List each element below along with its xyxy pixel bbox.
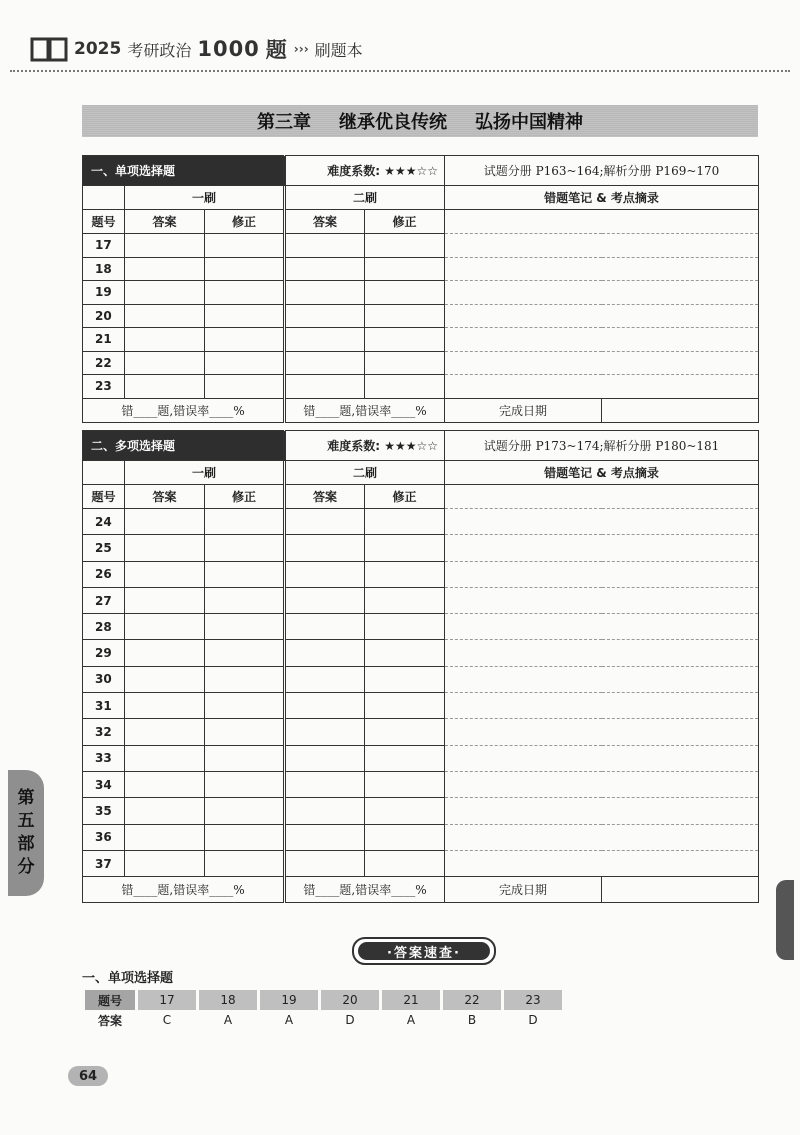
answer-question-number: 20 — [321, 990, 379, 1010]
answer-cell-second[interactable] — [285, 850, 365, 876]
side-tab-char: 部 — [17, 834, 35, 854]
correction-cell[interactable] — [205, 257, 285, 281]
question-number: 21 — [83, 328, 125, 352]
chapter-title-bar — [82, 105, 758, 137]
header-year: 2025 — [74, 39, 122, 59]
error-rate-second: 错____题,错误率____% — [285, 877, 445, 903]
notes-line[interactable] — [445, 210, 759, 234]
chapter-number: 第三章 — [257, 112, 311, 133]
error-rate-second: 错____题,错误率____% — [285, 398, 445, 422]
correction-cell-second[interactable] — [365, 640, 445, 666]
notes-line[interactable] — [445, 509, 759, 535]
header-ti: 题 — [265, 38, 288, 62]
answer-cell-second[interactable] — [285, 666, 365, 692]
correction-cell[interactable] — [205, 561, 285, 587]
notes-line[interactable] — [445, 587, 759, 613]
table-row — [83, 351, 759, 375]
correction-cell-second[interactable] — [365, 798, 445, 824]
chapter-title: 继承优良传统 — [339, 112, 447, 133]
correction-cell-second[interactable] — [365, 257, 445, 281]
answer-cell-second[interactable] — [285, 719, 365, 745]
answer-cell-second[interactable] — [285, 535, 365, 561]
notes-line[interactable] — [445, 234, 759, 258]
correction-cell-second[interactable] — [365, 561, 445, 587]
error-rate-first: 错____题,错误率____% — [83, 877, 285, 903]
answer-value: A — [406, 1013, 416, 1027]
header-thousand: 1000 — [197, 37, 260, 61]
notes-line[interactable] — [445, 824, 759, 850]
answer-cell-second[interactable] — [285, 509, 365, 535]
correction-cell[interactable] — [205, 719, 285, 745]
book-icon — [30, 36, 68, 62]
correction-cell[interactable] — [205, 614, 285, 640]
side-tab-char: 分 — [17, 857, 35, 877]
notes-line[interactable] — [445, 745, 759, 771]
question-number: 23 — [83, 375, 125, 399]
notes-line[interactable] — [445, 485, 759, 509]
difficulty-rating: 难度系数: ★★★☆☆ — [285, 431, 445, 461]
correction-cell[interactable] — [205, 281, 285, 305]
answer-cell-second[interactable] — [285, 351, 365, 375]
question-number: 28 — [83, 614, 125, 640]
answer-row-label-answer: 答案 — [97, 1013, 122, 1028]
page-references: 试题分册 P163~164;解析分册 P169~170 — [445, 156, 759, 186]
correction-cell[interactable] — [205, 693, 285, 719]
answer-cell[interactable] — [125, 257, 205, 281]
answer-header-second: 答案 — [285, 485, 365, 509]
answer-table — [82, 990, 565, 1030]
correction-cell[interactable] — [205, 535, 285, 561]
question-number: 24 — [83, 509, 125, 535]
correction-cell[interactable] — [205, 850, 285, 876]
question-number: 34 — [83, 771, 125, 797]
correction-cell-second[interactable] — [365, 351, 445, 375]
answer-cell[interactable] — [125, 640, 205, 666]
second-pass-header: 二刷 — [285, 186, 445, 210]
correction-cell[interactable] — [205, 771, 285, 797]
answer-cell[interactable] — [125, 351, 205, 375]
part-side-tab — [8, 770, 44, 896]
answer-cell[interactable] — [125, 824, 205, 850]
answer-cell-second[interactable] — [285, 745, 365, 771]
notes-line[interactable] — [445, 375, 759, 399]
answer-section-title: 一、单项选择题 — [82, 971, 174, 986]
answer-value: D — [345, 1013, 355, 1027]
question-number: 35 — [83, 798, 125, 824]
answer-value: D — [528, 1013, 538, 1027]
notes-line[interactable] — [445, 719, 759, 745]
chapter-subtitle: 弘扬中国精神 — [475, 112, 583, 133]
practice-sheet-multiple-choice — [82, 430, 759, 903]
correction-cell[interactable] — [205, 798, 285, 824]
question-number: 37 — [83, 850, 125, 876]
answer-question-number: 22 — [443, 990, 501, 1010]
side-tab-char: 第 — [17, 788, 35, 808]
question-number: 33 — [83, 745, 125, 771]
answer-cell[interactable] — [125, 771, 205, 797]
answer-cell[interactable] — [125, 614, 205, 640]
page-number: 64 — [68, 1066, 108, 1086]
answer-cell[interactable] — [125, 587, 205, 613]
answer-value: A — [284, 1013, 294, 1027]
table-row — [83, 587, 759, 613]
question-number: 32 — [83, 719, 125, 745]
running-header — [30, 34, 363, 64]
table-row — [83, 824, 759, 850]
answer-row-label-no: 题号 — [85, 990, 135, 1010]
answer-cell[interactable] — [125, 509, 205, 535]
second-pass-header: 二刷 — [285, 461, 445, 485]
answer-cell[interactable] — [125, 281, 205, 305]
answer-cell[interactable] — [125, 693, 205, 719]
page-edge-mark — [776, 880, 794, 960]
table-row — [83, 666, 759, 692]
correction-cell-second[interactable] — [365, 824, 445, 850]
correction-header-second: 修正 — [365, 485, 445, 509]
answer-cell[interactable] — [125, 745, 205, 771]
answer-question-number: 18 — [199, 990, 257, 1010]
answer-lookup-label: ·答案速查· — [358, 942, 490, 960]
table-row — [83, 375, 759, 399]
notes-line[interactable] — [445, 535, 759, 561]
answer-cell-second[interactable] — [285, 587, 365, 613]
table-row — [83, 614, 759, 640]
answer-question-number: 17 — [138, 990, 196, 1010]
answer-cell[interactable] — [125, 535, 205, 561]
answer-question-number: 19 — [260, 990, 318, 1010]
correction-cell[interactable] — [205, 824, 285, 850]
table-row — [83, 850, 759, 876]
notes-line[interactable] — [445, 561, 759, 587]
question-number-header: 题号 — [83, 210, 125, 234]
chevrons-icon: ››› — [293, 42, 309, 56]
question-number: 31 — [83, 693, 125, 719]
notes-line[interactable] — [445, 850, 759, 876]
answer-cell[interactable] — [125, 304, 205, 328]
answer-value: A — [223, 1013, 233, 1027]
answer-cell[interactable] — [125, 719, 205, 745]
correction-cell[interactable] — [205, 745, 285, 771]
answer-cell-second[interactable] — [285, 304, 365, 328]
notes-line[interactable] — [445, 304, 759, 328]
answer-cell-second[interactable] — [285, 234, 365, 258]
answer-cell[interactable] — [125, 798, 205, 824]
answer-cell-second[interactable] — [285, 257, 365, 281]
correction-cell-second[interactable] — [365, 587, 445, 613]
answer-cell[interactable] — [125, 328, 205, 352]
answer-question-number: 21 — [382, 990, 440, 1010]
table-row — [83, 281, 759, 305]
correction-header: 修正 — [205, 485, 285, 509]
notes-line[interactable] — [445, 798, 759, 824]
correction-cell-second[interactable] — [365, 771, 445, 797]
difficulty-rating: 难度系数: ★★★☆☆ — [285, 156, 445, 186]
answer-header: 答案 — [125, 210, 205, 234]
notes-line[interactable] — [445, 351, 759, 375]
notes-line[interactable] — [445, 257, 759, 281]
question-number: 30 — [83, 666, 125, 692]
table-row — [83, 535, 759, 561]
correction-cell-second[interactable] — [365, 693, 445, 719]
table-row — [83, 328, 759, 352]
correction-cell[interactable] — [205, 304, 285, 328]
answer-header: 答案 — [125, 485, 205, 509]
header-divider — [10, 70, 790, 72]
side-tab-char: 五 — [17, 811, 35, 831]
answer-cell-second[interactable] — [285, 771, 365, 797]
notes-line[interactable] — [445, 281, 759, 305]
notes-line[interactable] — [445, 666, 759, 692]
notes-line[interactable] — [445, 614, 759, 640]
correction-cell[interactable] — [205, 587, 285, 613]
question-number: 18 — [83, 257, 125, 281]
question-number: 36 — [83, 824, 125, 850]
table-row — [83, 640, 759, 666]
answer-lookup-badge — [352, 937, 496, 965]
correction-cell-second[interactable] — [365, 328, 445, 352]
answer-cell-second[interactable] — [285, 824, 365, 850]
table-row — [83, 304, 759, 328]
correction-cell-second[interactable] — [365, 509, 445, 535]
correction-header-second: 修正 — [365, 210, 445, 234]
answer-cell-second[interactable] — [285, 798, 365, 824]
answer-cell-second[interactable] — [285, 640, 365, 666]
completion-date-field[interactable] — [602, 398, 759, 422]
answer-cell-second[interactable] — [285, 281, 365, 305]
answer-value: B — [467, 1013, 477, 1027]
correction-cell-second[interactable] — [365, 535, 445, 561]
correction-cell-second[interactable] — [365, 666, 445, 692]
answer-question-number: 23 — [504, 990, 562, 1010]
correction-cell-second[interactable] — [365, 304, 445, 328]
table-row — [83, 234, 759, 258]
page-references: 试题分册 P173~174;解析分册 P180~181 — [445, 431, 759, 461]
answer-cell[interactable] — [125, 561, 205, 587]
answer-value: C — [162, 1013, 172, 1027]
completion-date-field[interactable] — [602, 877, 759, 903]
answer-header-second: 答案 — [285, 210, 365, 234]
correction-cell-second[interactable] — [365, 375, 445, 399]
header-subject: 考研政治 — [127, 40, 192, 60]
correction-cell[interactable] — [205, 640, 285, 666]
notes-line[interactable] — [445, 328, 759, 352]
notes-line[interactable] — [445, 693, 759, 719]
header-book: 刷题本 — [314, 40, 363, 60]
completion-date-label: 完成日期 — [445, 398, 602, 422]
answer-cell[interactable] — [125, 666, 205, 692]
notes-line[interactable] — [445, 771, 759, 797]
answer-cell[interactable] — [125, 850, 205, 876]
practice-sheet-single-choice — [82, 155, 759, 423]
question-number: 20 — [83, 304, 125, 328]
correction-cell[interactable] — [205, 509, 285, 535]
correction-cell[interactable] — [205, 375, 285, 399]
table-row — [83, 257, 759, 281]
table-row — [83, 798, 759, 824]
correction-cell-second[interactable] — [365, 234, 445, 258]
section-title: 二、多项选择题 — [83, 431, 285, 461]
question-number: 25 — [83, 535, 125, 561]
first-pass-header: 一刷 — [125, 461, 285, 485]
correction-cell[interactable] — [205, 666, 285, 692]
answer-cell-second[interactable] — [285, 375, 365, 399]
answer-cell-second[interactable] — [285, 693, 365, 719]
question-number: 27 — [83, 587, 125, 613]
correction-cell-second[interactable] — [365, 745, 445, 771]
table-row — [83, 719, 759, 745]
answer-cell-second[interactable] — [285, 614, 365, 640]
question-number: 22 — [83, 351, 125, 375]
completion-date-label: 完成日期 — [445, 877, 602, 903]
correction-header: 修正 — [205, 210, 285, 234]
error-rate-first: 错____题,错误率____% — [83, 398, 285, 422]
correction-cell[interactable] — [205, 234, 285, 258]
correction-cell-second[interactable] — [365, 281, 445, 305]
notes-header: 错题笔记 & 考点摘录 — [445, 461, 759, 485]
answer-cell-second[interactable] — [285, 328, 365, 352]
correction-cell-second[interactable] — [365, 614, 445, 640]
notes-line[interactable] — [445, 640, 759, 666]
question-number-header: 题号 — [83, 485, 125, 509]
table-row — [83, 509, 759, 535]
answer-cell[interactable] — [125, 234, 205, 258]
table-row — [83, 771, 759, 797]
correction-cell-second[interactable] — [365, 850, 445, 876]
section-title: 一、单项选择题 — [83, 156, 285, 186]
correction-cell[interactable] — [205, 328, 285, 352]
notes-header: 错题笔记 & 考点摘录 — [445, 186, 759, 210]
question-number: 26 — [83, 561, 125, 587]
first-pass-header: 一刷 — [125, 186, 285, 210]
correction-cell-second[interactable] — [365, 719, 445, 745]
correction-cell[interactable] — [205, 351, 285, 375]
question-number: 29 — [83, 640, 125, 666]
table-row — [83, 745, 759, 771]
answer-cell-second[interactable] — [285, 561, 365, 587]
table-row — [83, 693, 759, 719]
question-number: 17 — [83, 234, 125, 258]
answer-cell[interactable] — [125, 375, 205, 399]
question-number: 19 — [83, 281, 125, 305]
table-row — [83, 561, 759, 587]
